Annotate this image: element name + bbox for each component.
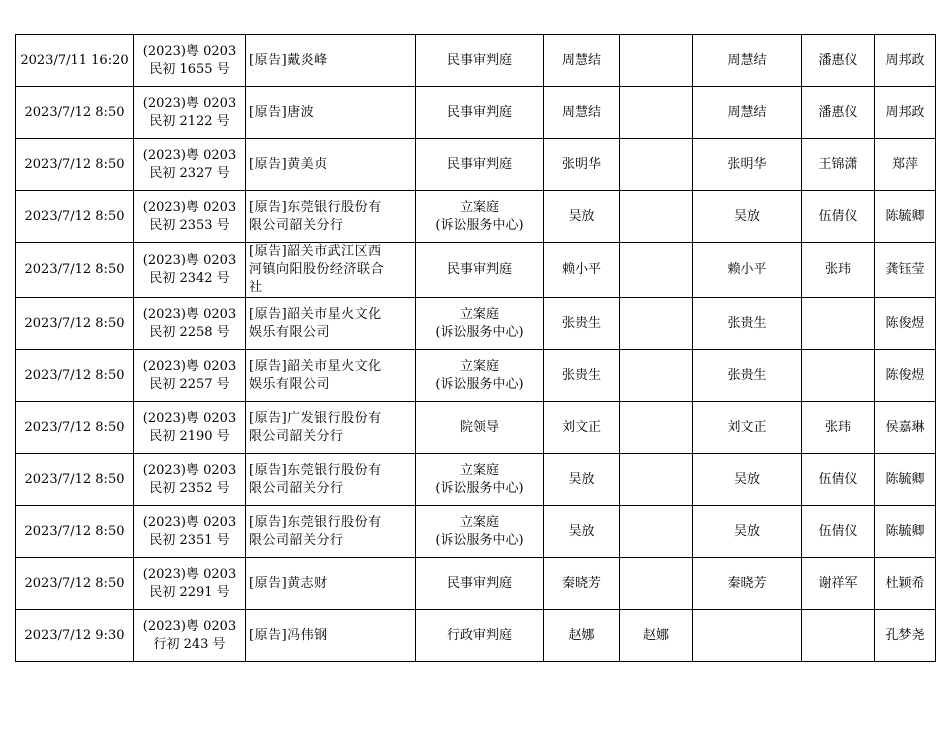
- judge-col-7: 周慧结: [693, 87, 802, 139]
- case-number-line: (2023)粤 0203: [142, 306, 237, 322]
- assistant-name: 谢祥军: [802, 558, 875, 610]
- judge-col-7: 刘文正: [693, 402, 802, 454]
- table-row: [16, 191, 936, 243]
- clerk-name: 孔梦尧: [875, 610, 936, 662]
- clerk-name: 陈毓卿: [875, 454, 936, 506]
- assistant-name: [802, 298, 875, 350]
- table-row: [16, 298, 936, 350]
- judge-col-6: [620, 191, 693, 243]
- case-number: [134, 243, 246, 298]
- party-name-line: [原告]黄美贞: [249, 156, 328, 172]
- clerk-name: 陈俊煜: [875, 298, 936, 350]
- judge-col-6: [620, 87, 693, 139]
- table-row: [16, 350, 936, 402]
- party-name: [246, 402, 416, 454]
- clerk-name: 陈毓卿: [875, 191, 936, 243]
- case-number-line: 民初 2342 号: [149, 271, 230, 286]
- case-number-line: (2023)粤 0203: [142, 462, 237, 478]
- table-row: [16, 35, 936, 87]
- court-division: [416, 350, 544, 402]
- court-division-line: 立案庭: [459, 199, 499, 215]
- case-number-line: 民初 2257 号: [149, 376, 230, 392]
- court-division: [416, 506, 544, 558]
- hearing-time: 2023/7/12 8:50: [16, 558, 134, 610]
- court-division: [416, 191, 544, 243]
- table-row: [16, 402, 936, 454]
- court-division-line: 立案庭: [459, 462, 499, 478]
- hearing-time: 2023/7/12 8:50: [16, 139, 134, 191]
- party-name: [246, 506, 416, 558]
- judge-col-6: [620, 558, 693, 610]
- party-name-line: [原告]戴炎峰: [249, 52, 328, 68]
- case-number-line: 民初 2351 号: [149, 532, 230, 548]
- court-division-line: (诉讼服务中心): [435, 376, 524, 392]
- court-division-line: (诉讼服务中心): [435, 532, 524, 548]
- clerk-name: 杜颖希: [875, 558, 936, 610]
- judge-col-7: 赖小平: [693, 243, 802, 298]
- party-name-line: [原告]广发银行股份有: [249, 410, 382, 426]
- court-division: [416, 298, 544, 350]
- court-division: [416, 139, 544, 191]
- court-division-line: 民事审判庭: [446, 262, 512, 277]
- presiding-judge: 吴放: [544, 191, 620, 243]
- court-division-line: 民事审判庭: [446, 575, 512, 591]
- case-number: [134, 298, 246, 350]
- clerk-name: 龚钰莹: [875, 243, 936, 298]
- case-number-line: (2023)粤 0203: [142, 514, 237, 530]
- assistant-name: 伍倩仪: [802, 454, 875, 506]
- court-division: [416, 243, 544, 298]
- party-name-line: 娱乐有限公司: [249, 376, 331, 392]
- presiding-judge: 秦晓芳: [544, 558, 620, 610]
- court-division-line: 立案庭: [459, 306, 499, 322]
- hearing-time: 2023/7/12 8:50: [16, 87, 134, 139]
- court-division-line: 民事审判庭: [446, 104, 512, 120]
- court-division-line: (诉讼服务中心): [435, 480, 524, 496]
- party-name: [246, 243, 416, 298]
- judge-col-6: [620, 35, 693, 87]
- hearing-time: 2023/7/12 8:50: [16, 191, 134, 243]
- case-number-line: (2023)粤 0203: [142, 43, 237, 59]
- schedule-rows: [16, 35, 936, 662]
- presiding-judge: 赵娜: [544, 610, 620, 662]
- case-number: [134, 558, 246, 610]
- case-number-line: 民初 2190 号: [149, 428, 230, 444]
- judge-col-7: 张贵生: [693, 350, 802, 402]
- party-name-line: 限公司韶关分行: [249, 428, 344, 444]
- hearing-time: 2023/7/12 8:50: [16, 298, 134, 350]
- table-row: [16, 87, 936, 139]
- party-name-line: [原告]东莞银行股份有: [249, 462, 382, 478]
- party-name-line: 社: [249, 280, 263, 295]
- case-number: [134, 35, 246, 87]
- case-number-line: (2023)粤 0203: [142, 95, 237, 111]
- judge-col-6: [620, 506, 693, 558]
- court-division-line: (诉讼服务中心): [435, 324, 524, 340]
- assistant-name: 张玮: [802, 402, 875, 454]
- case-number: [134, 402, 246, 454]
- clerk-name: 周邦政: [875, 87, 936, 139]
- case-number: [134, 350, 246, 402]
- judge-col-7: 吴放: [693, 454, 802, 506]
- assistant-name: 王锦潇: [802, 139, 875, 191]
- party-name: [246, 87, 416, 139]
- judge-col-6: [620, 243, 693, 298]
- judge-col-6: [620, 139, 693, 191]
- table-row: [16, 610, 936, 662]
- party-name-line: 河镇向阳股份经济联合: [249, 262, 385, 277]
- party-name-line: [原告]韶关市星火文化: [249, 358, 382, 374]
- table-row: [16, 243, 936, 298]
- case-number-line: (2023)粤 0203: [142, 358, 237, 374]
- case-number-line: 民初 2353 号: [149, 217, 230, 233]
- case-number: [134, 87, 246, 139]
- hearing-time: 2023/7/12 8:50: [16, 402, 134, 454]
- judge-col-6: [620, 298, 693, 350]
- judge-col-7: 张明华: [693, 139, 802, 191]
- judge-col-6: 赵娜: [620, 610, 693, 662]
- court-division-line: 立案庭: [459, 358, 499, 374]
- presiding-judge: 张贵生: [544, 350, 620, 402]
- assistant-name: 伍倩仪: [802, 191, 875, 243]
- court-division-line: 院领导: [459, 419, 499, 435]
- party-name-line: 限公司韶关分行: [249, 217, 344, 233]
- presiding-judge: 吴放: [544, 454, 620, 506]
- party-name: [246, 191, 416, 243]
- assistant-name: 张玮: [802, 243, 875, 298]
- case-number-line: 行初 243 号: [153, 636, 226, 652]
- case-number: [134, 191, 246, 243]
- table-row: [16, 506, 936, 558]
- table-row: [16, 454, 936, 506]
- party-name-line: 限公司韶关分行: [249, 532, 344, 548]
- hearing-time: 2023/7/12 8:50: [16, 350, 134, 402]
- presiding-judge: 刘文正: [544, 402, 620, 454]
- party-name: [246, 139, 416, 191]
- case-number-line: 民初 2291 号: [149, 584, 230, 600]
- hearing-time: 2023/7/12 8:50: [16, 506, 134, 558]
- court-division-line: 立案庭: [459, 514, 499, 530]
- judge-col-7: 张贵生: [693, 298, 802, 350]
- clerk-name: 郑萍: [875, 139, 936, 191]
- case-number: [134, 506, 246, 558]
- court-division: [416, 35, 544, 87]
- judge-col-7: [693, 610, 802, 662]
- judge-col-6: [620, 350, 693, 402]
- party-name: [246, 350, 416, 402]
- presiding-judge: 赖小平: [544, 243, 620, 298]
- court-division-line: (诉讼服务中心): [435, 217, 524, 233]
- party-name-line: [原告]韶关市武江区西: [249, 244, 382, 259]
- judge-col-7: 吴放: [693, 191, 802, 243]
- table-row: [16, 558, 936, 610]
- court-division-line: 行政审判庭: [446, 627, 512, 643]
- hearing-schedule-table: [15, 34, 936, 662]
- party-name: [246, 558, 416, 610]
- case-number: [134, 454, 246, 506]
- assistant-name: 潘惠仪: [802, 35, 875, 87]
- case-number-line: (2023)粤 0203: [142, 566, 237, 582]
- presiding-judge: 张贵生: [544, 298, 620, 350]
- case-number: [134, 139, 246, 191]
- case-number: [134, 610, 246, 662]
- case-number-line: (2023)粤 0203: [142, 199, 237, 215]
- hearing-time: 2023/7/12 8:50: [16, 243, 134, 298]
- presiding-judge: 张明华: [544, 139, 620, 191]
- clerk-name: 陈毓卿: [875, 506, 936, 558]
- presiding-judge: 周慧结: [544, 35, 620, 87]
- hearing-time: 2023/7/12 8:50: [16, 454, 134, 506]
- judge-col-6: [620, 454, 693, 506]
- case-number-line: 民初 2352 号: [149, 480, 230, 496]
- clerk-name: 周邦政: [875, 35, 936, 87]
- party-name-line: 娱乐有限公司: [249, 324, 331, 340]
- party-name-line: 限公司韶关分行: [249, 480, 344, 496]
- case-number-line: 民初 1655 号: [149, 61, 230, 77]
- assistant-name: [802, 350, 875, 402]
- party-name: [246, 454, 416, 506]
- case-number-line: (2023)粤 0203: [142, 410, 237, 426]
- judge-col-6: [620, 402, 693, 454]
- court-division: [416, 402, 544, 454]
- court-division-line: 民事审判庭: [446, 156, 512, 172]
- court-division-line: 民事审判庭: [446, 52, 512, 68]
- court-division: [416, 87, 544, 139]
- presiding-judge: 吴放: [544, 506, 620, 558]
- party-name-line: [原告]东莞银行股份有: [249, 514, 382, 530]
- case-number-line: 民初 2122 号: [149, 113, 230, 129]
- case-number-line: (2023)粤 0203: [142, 253, 237, 268]
- party-name-line: [原告]东莞银行股份有: [249, 199, 382, 215]
- party-name-line: [原告]唐波: [249, 104, 315, 120]
- party-name-line: [原告]黄志财: [249, 575, 328, 591]
- party-name-line: [原告]韶关市星火文化: [249, 306, 382, 322]
- hearing-time: 2023/7/12 9:30: [16, 610, 134, 662]
- judge-col-7: 吴放: [693, 506, 802, 558]
- court-division: [416, 610, 544, 662]
- judge-col-7: 秦晓芳: [693, 558, 802, 610]
- court-division: [416, 558, 544, 610]
- presiding-judge: 周慧结: [544, 87, 620, 139]
- assistant-name: [802, 610, 875, 662]
- party-name: [246, 298, 416, 350]
- assistant-name: 潘惠仪: [802, 87, 875, 139]
- case-number-line: (2023)粤 0203: [142, 147, 237, 163]
- hearing-time: 2023/7/11 16:20: [16, 35, 134, 87]
- clerk-name: 陈俊煜: [875, 350, 936, 402]
- party-name-line: [原告]冯伟钢: [249, 627, 328, 643]
- table-row: [16, 139, 936, 191]
- court-division: [416, 454, 544, 506]
- case-number-line: (2023)粤 0203: [142, 618, 237, 634]
- party-name: [246, 35, 416, 87]
- case-number-line: 民初 2327 号: [149, 165, 230, 181]
- case-number-line: 民初 2258 号: [149, 324, 230, 340]
- clerk-name: 侯嘉琳: [875, 402, 936, 454]
- party-name: [246, 610, 416, 662]
- assistant-name: 伍倩仪: [802, 506, 875, 558]
- judge-col-7: 周慧结: [693, 35, 802, 87]
